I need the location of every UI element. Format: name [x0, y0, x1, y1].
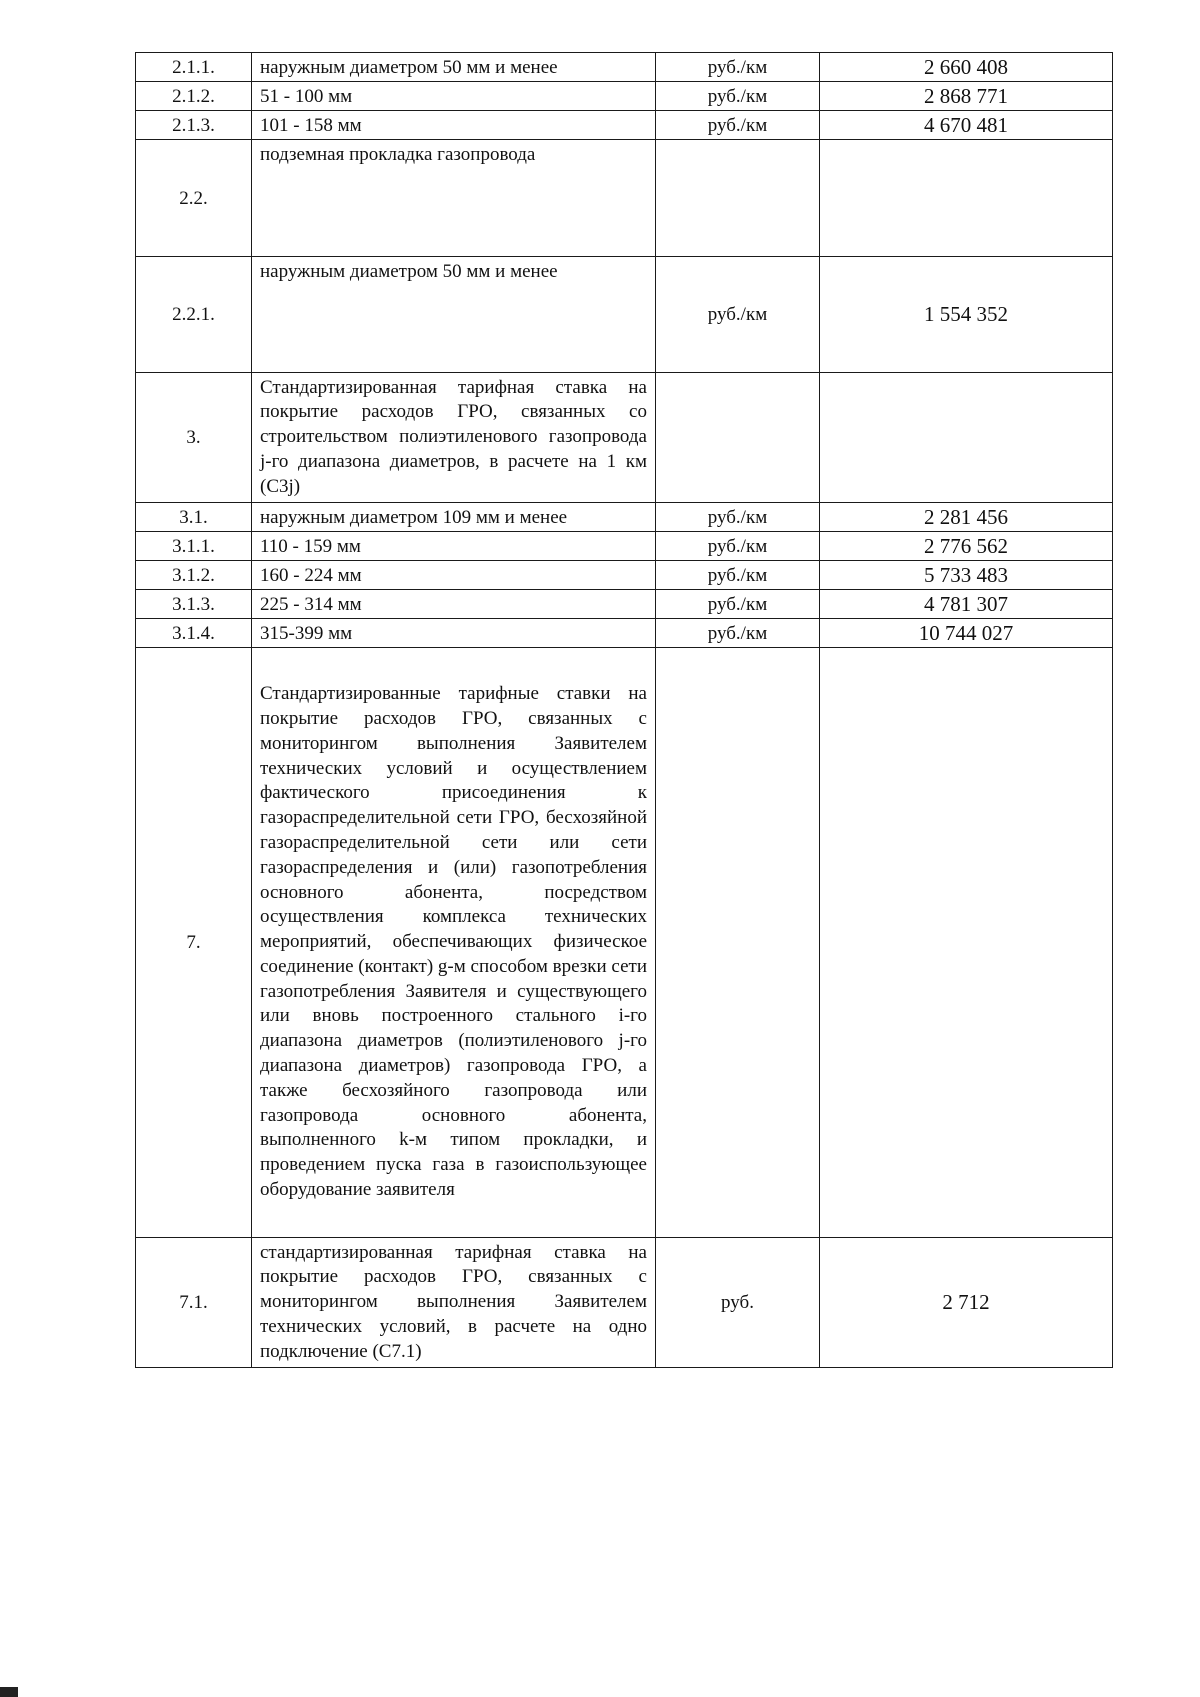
row-value: 2 281 456 — [820, 503, 1113, 532]
row-unit: руб./км — [656, 590, 820, 619]
row-unit — [656, 140, 820, 257]
table-row — [136, 561, 1113, 590]
row-value: 2 868 771 — [820, 82, 1113, 111]
row-unit: руб./км — [656, 619, 820, 648]
row-value: 2 712 — [820, 1238, 1113, 1368]
row-number: 3.1.4. — [136, 619, 252, 648]
row-value: 1 554 352 — [820, 257, 1113, 373]
table-row — [136, 619, 1113, 648]
table-row — [136, 82, 1113, 111]
table-row — [136, 648, 1113, 1238]
row-unit: руб./км — [656, 257, 820, 373]
row-value — [820, 140, 1113, 257]
row-name: подземная прокладка газопровода — [252, 140, 656, 257]
row-number: 2.1.1. — [136, 53, 252, 82]
row-name: 51 - 100 мм — [252, 82, 656, 111]
row-unit: руб./км — [656, 503, 820, 532]
row-name: 225 - 314 мм — [252, 590, 656, 619]
table-row — [136, 503, 1113, 532]
page-edge-mark — [0, 1687, 18, 1697]
table-row — [136, 111, 1113, 140]
row-number: 3.1.1. — [136, 532, 252, 561]
row-number: 2.2. — [136, 140, 252, 257]
row-value: 2 776 562 — [820, 532, 1113, 561]
row-number: 3.1.3. — [136, 590, 252, 619]
row-unit: руб./км — [656, 82, 820, 111]
row-unit: руб. — [656, 1238, 820, 1368]
row-name: Стандартизированная тарифная ставка на покрытие расходов ГРО, связанных со строительством полиэтиленового газопровода j-го диапазона диаметров, в расчете на 1 км (С3j) — [252, 373, 656, 503]
row-name: 101 - 158 мм — [252, 111, 656, 140]
row-number: 7.1. — [136, 1238, 252, 1368]
table-row — [136, 373, 1113, 503]
row-value: 4 670 481 — [820, 111, 1113, 140]
row-name: наружным диаметром 50 мм и менее — [252, 53, 656, 82]
row-unit — [656, 373, 820, 503]
row-unit: руб./км — [656, 532, 820, 561]
table-row — [136, 257, 1113, 373]
row-number: 2.2.1. — [136, 257, 252, 373]
row-name: наружным диаметром 109 мм и менее — [252, 503, 656, 532]
row-name: 110 - 159 мм — [252, 532, 656, 561]
row-value — [820, 648, 1113, 1238]
table-row — [136, 590, 1113, 619]
row-number: 7. — [136, 648, 252, 1238]
row-number: 3.1. — [136, 503, 252, 532]
row-name: 315-399 мм — [252, 619, 656, 648]
row-number: 3. — [136, 373, 252, 503]
row-unit: руб./км — [656, 561, 820, 590]
row-unit: руб./км — [656, 53, 820, 82]
row-value — [820, 373, 1113, 503]
table-row — [136, 1238, 1113, 1368]
row-name: стандартизированная тарифная ставка на покрытие расходов ГРО, связанных с мониторингом выполнения Заявителем технических условий, в расчете на одно подключение (С7.1) — [252, 1238, 656, 1368]
row-name: Стандартизированные тарифные ставки на покрытие расходов ГРО, связанных с мониторингом выполнения Заявителем технических условий и осуществлением фактического присоединения к газораспределительной сети ГРО, бесхозяйной газораспределительной сети или сети газораспределения и (или) газопотребления основного абонента, посредством осуществления комплекса технических мероприятий, обеспечивающих физическое соединение (контакт) g-м способом врезки сети газопотребления Заявителя и существующего или вновь построенного стального i-го диапазона диаметров (полиэтиленового j-го диапазона диаметров) газопровода ГРО, а также бесхозяйного газопровода или газопровода основного абонента, выполненного k-м типом прокладки, и проведением пуска газа в газоиспользующее оборудование заявителя — [252, 648, 656, 1238]
row-name: наружным диаметром 50 мм и менее — [252, 257, 656, 373]
row-value: 2 660 408 — [820, 53, 1113, 82]
row-name: 160 - 224 мм — [252, 561, 656, 590]
row-value: 10 744 027 — [820, 619, 1113, 648]
row-number: 2.1.3. — [136, 111, 252, 140]
row-number: 2.1.2. — [136, 82, 252, 111]
table-row — [136, 532, 1113, 561]
table-row — [136, 53, 1113, 82]
tariff-rates-table — [135, 52, 1113, 1368]
row-unit: руб./км — [656, 111, 820, 140]
table-row — [136, 140, 1113, 257]
row-value: 4 781 307 — [820, 590, 1113, 619]
row-unit — [656, 648, 820, 1238]
row-number: 3.1.2. — [136, 561, 252, 590]
row-value: 5 733 483 — [820, 561, 1113, 590]
